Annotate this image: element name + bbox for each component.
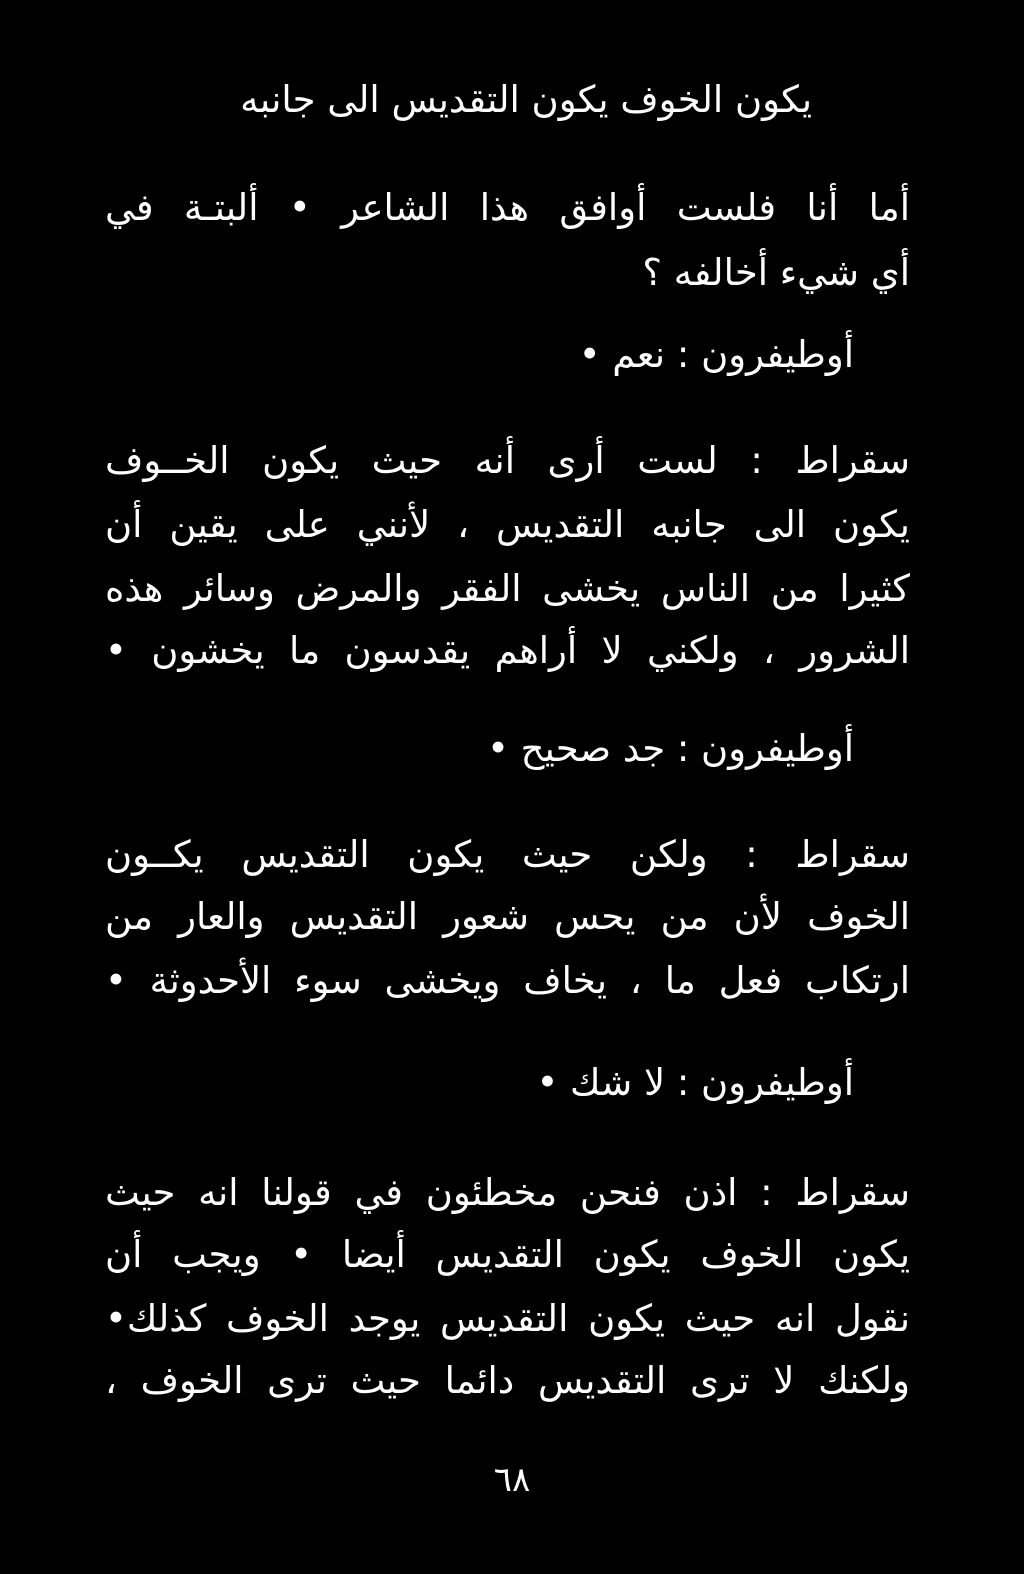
paragraph-line: ولكنك لا ترى التقديس دائما حيث ترى الخوف ، — [105, 1359, 910, 1402]
paragraph-line: سقراط : اذن فنحن مخطئون في قولنا انه حيث — [105, 1171, 910, 1214]
page-number: ٦٨ — [493, 1460, 531, 1500]
paragraph-line: يكون الى جانبه التقديس ، لأنني على يقين أن — [105, 503, 910, 546]
paragraph-line: نقول انه حيث يكون التقديس يوجد الخوف كذلك• — [105, 1297, 910, 1340]
paragraph-line: كثيرا من الناس يخشى الفقر والمرض وسائر هذه — [105, 567, 910, 610]
paragraph-line: أوطيفرون : جد صحيح • — [487, 727, 854, 770]
paragraph-line: أوطيفرون : نعم • — [578, 333, 854, 376]
paragraph-line: أما أنا فلست أوافق هذا الشاعر • ألبتـة في — [105, 186, 910, 229]
paragraph-line: سقراط : لست أرى أنه حيث يكون الخــوف — [105, 439, 910, 482]
running-heading: يكون الخوف يكون التقديس الى جانبه — [240, 78, 812, 121]
paragraph-line: الخوف لأن من يحس شعور التقديس والعار من — [105, 895, 910, 938]
paragraph-line: سقراط : ولكن حيث يكون التقديس يكــون — [105, 833, 910, 876]
paragraph-line: الشرور ، ولكني لا أراهم يقدسون ما يخشون • — [105, 629, 910, 672]
paragraph-line: أي شيء أخالفه ؟ — [642, 251, 910, 294]
paragraph-line: يكون الخوف يكون التقديس أيضا • ويجب أن — [105, 1233, 910, 1276]
paragraph-line: ارتكاب فعل ما ، يخاف ويخشى سوء الأحدوثة • — [105, 959, 910, 1002]
paragraph-line: أوطيفرون : لا شك • — [536, 1061, 854, 1104]
